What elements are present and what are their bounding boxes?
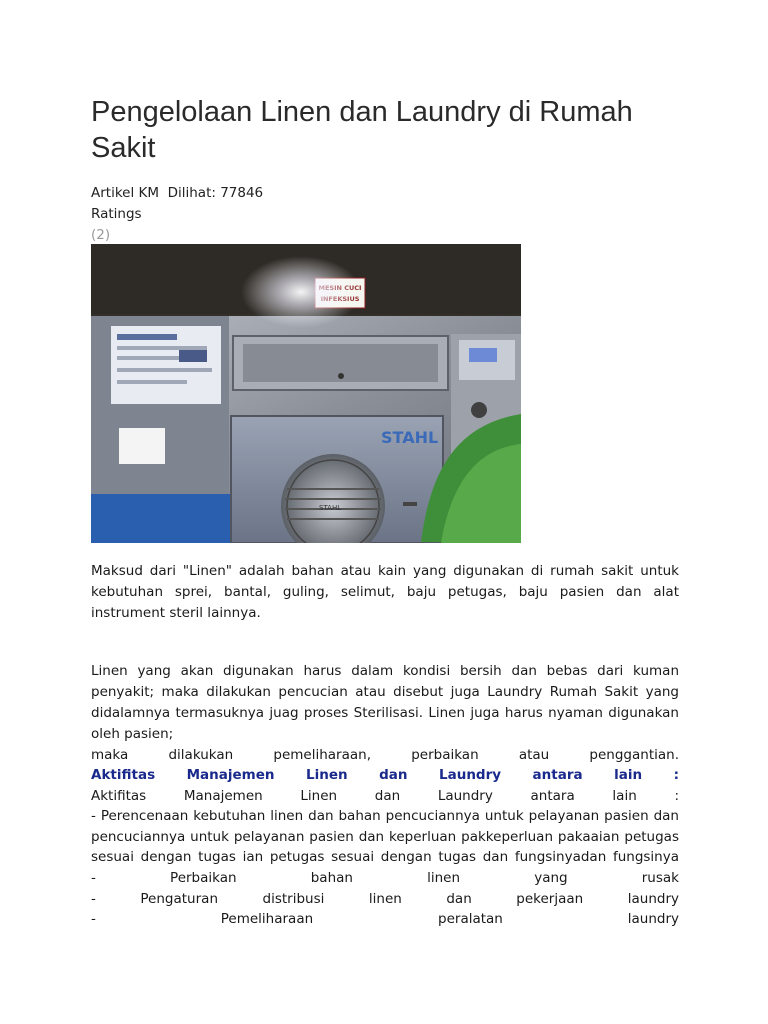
brand-small-label: STAHL <box>319 504 342 512</box>
activities-section <box>91 765 679 930</box>
ratings-label: Ratings <box>91 206 142 222</box>
activities-heading-colon: : <box>642 767 679 783</box>
activities-line: sesuai dengan tugas ian petugas sesuai dengan tugas dan fungsinyadan fungsinya <box>91 849 679 866</box>
paragraph-linen-conditions-last: maka dilakukan pemeliharaan, perbaikan atau penggantian. <box>91 747 679 763</box>
activities-line: Aktifitas Manajemen Linen dan Laundry antara lain : <box>91 787 679 804</box>
activities-line: - Pemeliharaan peralatan laundry <box>91 911 679 928</box>
activities-heading: Aktifitas Manajemen Linen dan Laundry antara lain <box>91 767 643 783</box>
paragraph-linen-conditions <box>91 661 679 766</box>
paragraph-linen-definition: Maksud dari "Linen" adalah bahan atau kain yang digunakan di rumah sakit untuk kebutuhan sprei, bantal, guling, selimut, baju petugas, baju pasien dan alat instrument steril lainnya. <box>91 563 679 621</box>
activities-line: - Perencenaan kebutuhan linen dan bahan pencuciannya untuk pelayanan pasien dan <box>91 808 679 825</box>
page-title: Pengelolaan Linen dan Laundry di Rumah Sakit <box>91 96 633 164</box>
laundry-machine-photo <box>91 244 521 543</box>
activities-line: pencuciannya untuk pelayanan pasien dan keperluan pakkeperluan pakaaian petugas <box>91 828 679 845</box>
brand-label: STAHL <box>381 428 439 447</box>
activities-heading-line <box>91 765 679 786</box>
paragraph-linen-conditions-main: Linen yang akan digunakan harus dalam kondisi bersih dan bebas dari kuman penyakit; maka dilakukan pencucian atau disebut juga Laundry Rumah Sakit yang didalamnya termasuknya juag proses Sterilisasi. Linen juga harus nyaman digunakan oleh pasien; <box>91 663 679 742</box>
ratings-count[interactable]: (2) <box>91 227 111 243</box>
article-meta: Artikel KM Dilihat: 77846 <box>91 185 264 201</box>
activities-line: - Pengaturan distribusi linen dan pekerjaan laundry <box>91 890 679 907</box>
activities-line: - Perbaikan bahan linen yang rusak <box>91 869 679 886</box>
